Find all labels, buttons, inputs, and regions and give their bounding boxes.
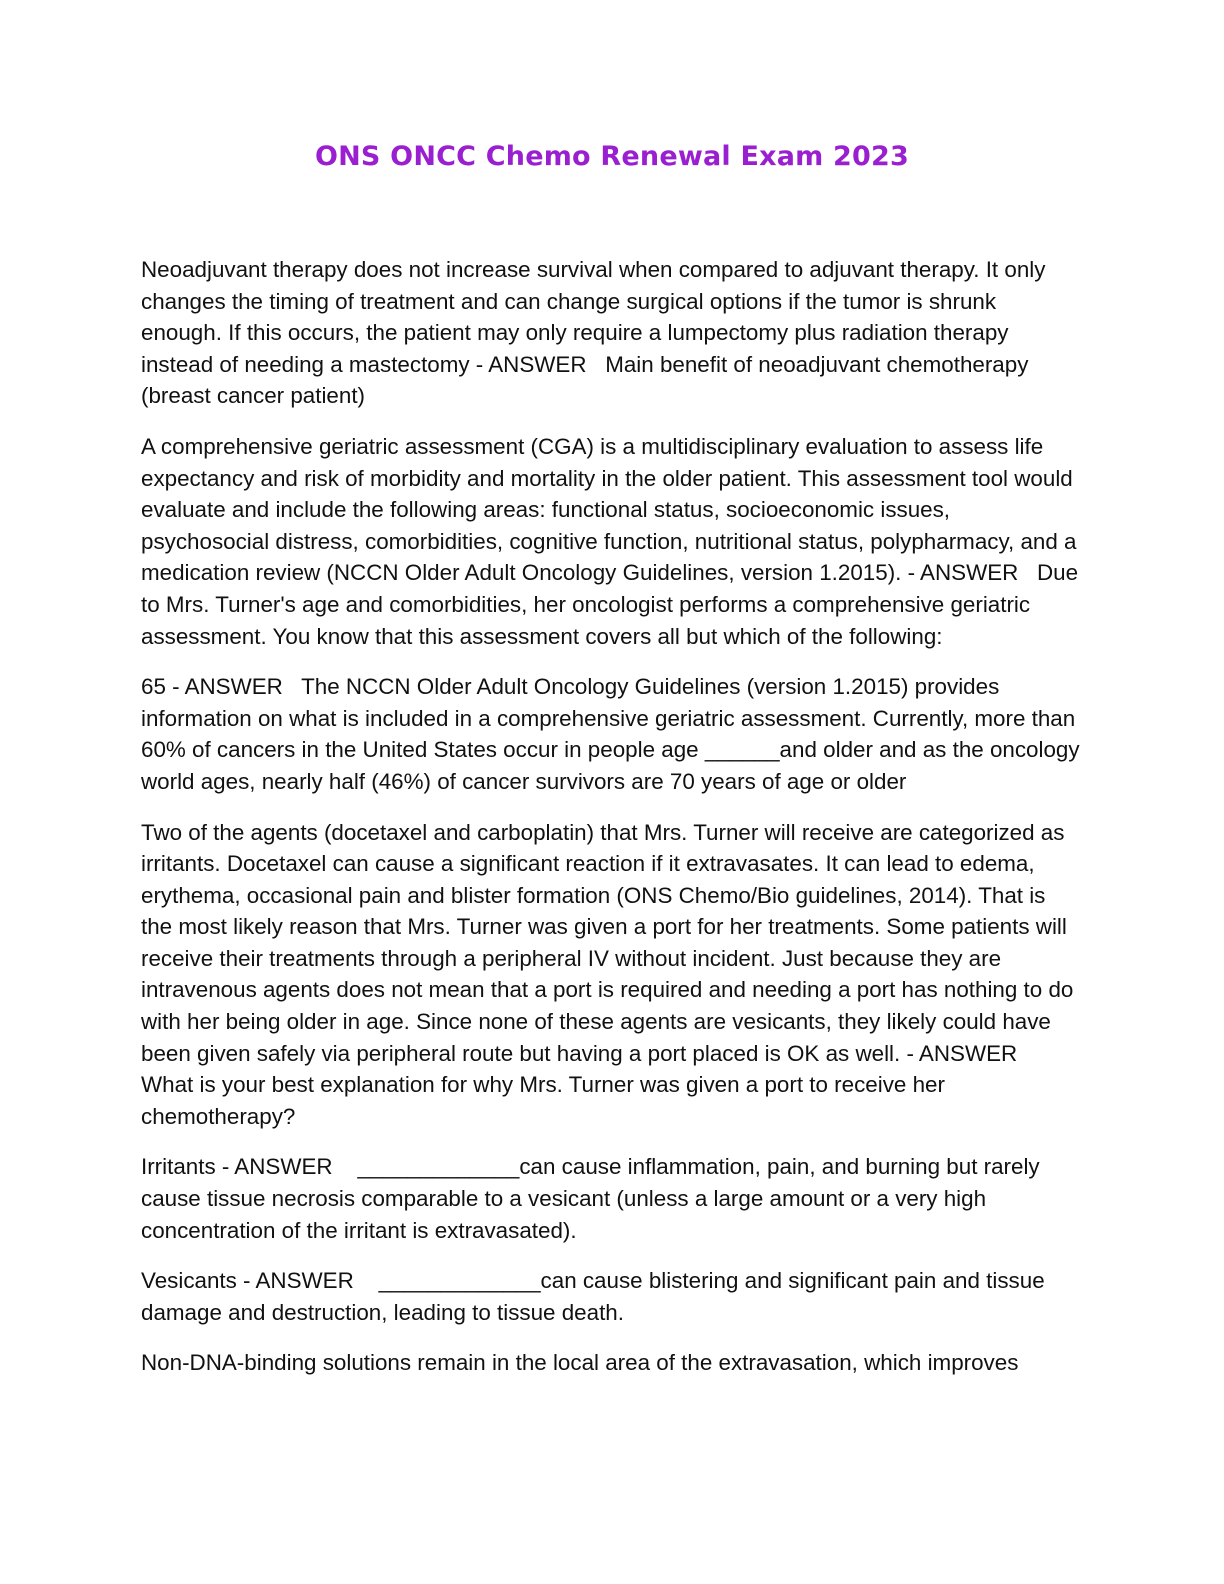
paragraph-irritants: Irritants - ANSWER _____________can cause inflammation, pain, and burning but rarely cause tissue necrosis comparable to a vesicant (unless a large amount or a very high concentration of the irritant is extravasated).	[141, 1154, 1046, 1243]
paragraph-vesicants: Vesicants - ANSWER _____________can cause blistering and significant pain and tissue damage and destruction, leading to tissue death.	[141, 1268, 1051, 1325]
document-body	[141, 254, 1086, 1398]
document-title: ONS ONCC Chemo Renewal Exam 2023	[314, 141, 910, 172]
paragraph-geriatric-assessment: A comprehensive geriatric assessment (CGA) is a multidisciplinary evaluation to assess life expectancy and risk of morbidity and mortality in the older patient. This assessment tool would evaluate and include the following areas: functional status, socioeconomic issues, psychosocial distress, comorbidities, cognitive function, nutritional status, polypharmacy, and a medication review (NCCN Older Adult Oncology Guidelines, version 1.2015). - ANSWER Due to Mrs. Turner's age and comorbidities, her oncologist performs a comprehensive geriatric assessment. You know that this assessment covers all but which of the following:	[141, 433, 1085, 649]
paragraph-neoadjuvant: Neoadjuvant therapy does not increase survival when compared to adjuvant therapy. It only changes the timing of treatment and can change surgical options if the tumor is shrunk enough. If this occurs, the patient may only require a lumpectomy plus radiation therapy instead of needing a mastectomy - ANSWER Main benefit of neoadjuvant chemotherapy (breast cancer patient)	[141, 257, 1052, 409]
paragraph-port-explanation: Two of the agents (docetaxel and carboplatin) that Mrs. Turner will receive are categorized as irritants. Docetaxel can cause a significant reaction if it extravasates. It can lead to edema, erythema, occasional pain and blister formation (ONS Chemo/Bio guidelines, 2014). That is the most likely reason that Mrs. Turner was given a port for her treatments. Some patients will receive their treatments through a peripheral IV without incident. Just because they are intravenous agents does not mean that a port is required and needing a port has nothing to do with her being older in age. Since none of these agents are vesicants, they likely could have been given safely via peripheral route but having a port placed is OK as well. - ANSWER What is your best explanation for why Mrs. Turner was given a port to receive her chemotherapy?	[141, 819, 1080, 1129]
paragraph-age-65: 65 - ANSWER The NCCN Older Adult Oncology Guidelines (version 1.2015) provides information on what is included in a comprehensive geriatric assessment. Currently, more than 60% of cancers in the United States occur in people age ______and older and as the oncology world ages, nearly half (46%) of cancer survivors are 70 years of age or older	[141, 674, 1086, 794]
paragraph-non-dna-binding: Non-DNA-binding solutions remain in the local area of the extravasation, which improves	[141, 1350, 1019, 1376]
